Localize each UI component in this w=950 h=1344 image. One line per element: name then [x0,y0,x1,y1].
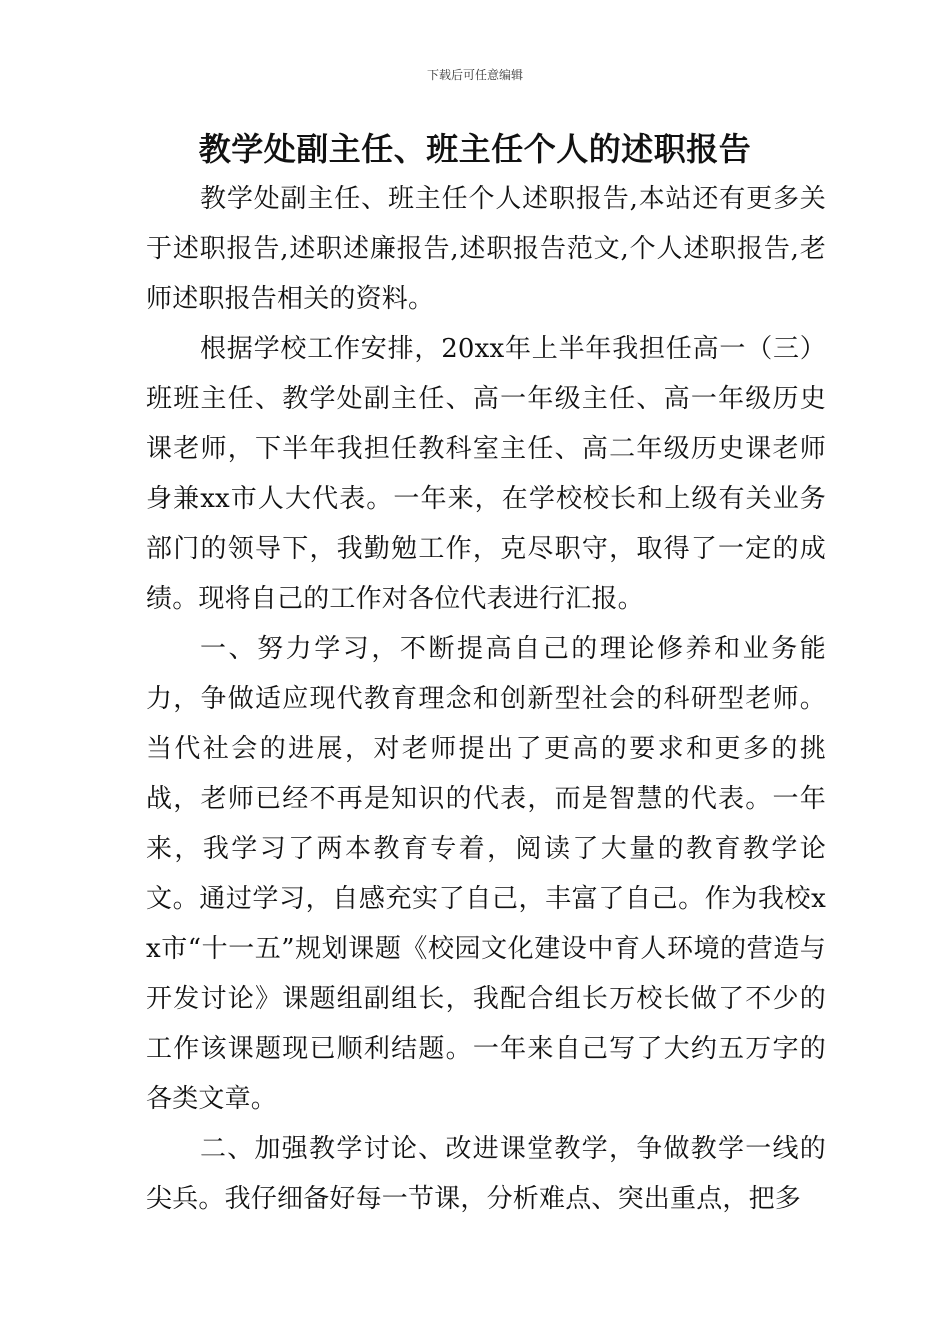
document-title: 教学处副主任、班主任个人的述职报告 [198,130,752,168]
paragraph-study: 一、努力学习，不断提高自己的理论修养和业务能力，争做适应现代教育理念和创新型社会的科研型老师。当代社会的进展，对老师提出了更高的要求和更多的挑战，老师已经不再是知识的代表，而是智慧的代表。一年来，我学习了两本教育专着，阅读了大量的教育教学论文。通过学习，自感充实了自己，丰富了自己。作为我校xx市“十一五”规划课题《校园文化建设中育人环境的营造与开发讨论》课题组副组长，我配合组长万校长做了不少的工作该课题现已顺利结题。一年来自己写了大约五万字的各类文章。 [146,634,826,1114]
paragraph-intro: 教学处副主任、班主任个人述职报告,本站还有更多关于述职报告,述职述廉报告,述职报告范文,个人述职报告,老师述职报告相关的资料。 [146,184,826,314]
paragraph-teaching: 二、加强教学讨论、改进课堂教学，争做教学一线的尖兵。我仔细备好每一节课，分析难点、突出重点，把多 [146,1134,826,1214]
document-body [146,174,826,1224]
paragraph-work-arrangement: 根据学校工作安排，20xx年上半年我担任高一（三）班班主任、教学处副主任、高一年级主任、高一年级历史课老师，下半年我担任教科室主任、高二年级历史课老师身兼xx市人大代表。一年来，在学校校长和上级有关业务部门的领导下，我勤勉工作，克尽职守，取得了一定的成绩。现将自己的工作对各位代表进行汇报。 [146,334,826,614]
header-note: 下载后可任意编辑 [426,68,523,82]
